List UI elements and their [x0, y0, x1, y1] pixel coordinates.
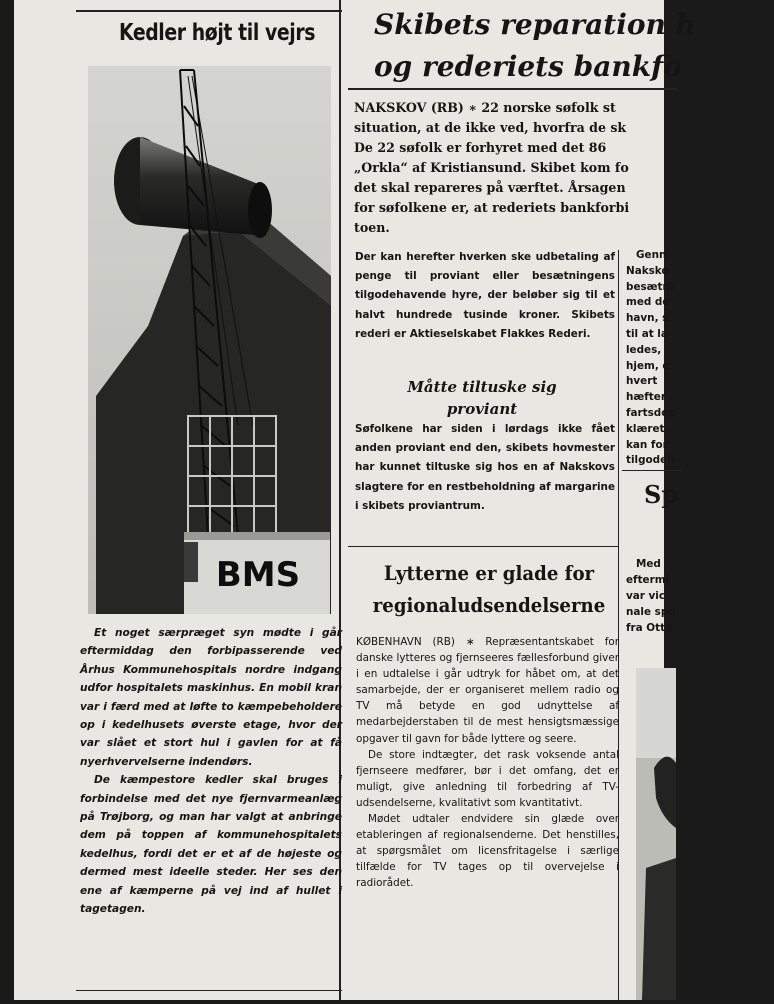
- photo-sign-text: BMS: [215, 555, 301, 595]
- crane-photo: [88, 66, 331, 614]
- side-photo-fragment: [636, 668, 676, 1000]
- left-headline: Kedler højt til vejrs: [118, 20, 316, 46]
- side-line: med de: [626, 296, 670, 309]
- side-line: eftermi: [626, 574, 670, 586]
- side-rule: [622, 470, 682, 471]
- lead-line: det skal repareres på værftet. Årsagen: [354, 180, 626, 195]
- side-line: fartsdep: [626, 406, 676, 419]
- bottom-rule-left: [76, 990, 342, 991]
- side-line: til at la: [626, 327, 668, 340]
- crane-photo-image: [88, 66, 331, 614]
- lower-paragraph-text: Repræsentantskabet for danske lytteres og fjernseeres fællesforbund giver i en udtalelse i går udtryk for håbet om, at det samarbejde, der er organiseret mellem radio og TV må betyde en god udnyttelse af medarbejderstaben til de mest hensigtsmæssige opgaver til gavn for både lyttere og seere.: [356, 636, 619, 745]
- right-headline-line: og rederiets bankfo: [374, 50, 682, 83]
- side-line: besætnl: [626, 280, 674, 293]
- lower-paragraph: De store indtægter, det rask voksende antal fjernseere medfører, bør i det omfang, det er muligt, give anledning til forbedring af TV-udsendelserne, kvalitativt som kvantitativt.: [356, 748, 619, 809]
- lead-line: „Orkla“ af Kristiansund. Skibet kom fo: [354, 160, 629, 175]
- side-line: ledes,: [626, 343, 662, 356]
- caption-paragraph: Et noget særpræget syn mødte i går eftermiddag den forbipasserende ved Århus Kommunehospitals nordre indgang udfor hospitalets maskinhus. En mobil kran var i færd med at løfte to kæmpebeholdere op i kedelhusets øverste etage, hvor der var slået et stort hul i gavlen for at få nyerhvervelserne indendørs.: [80, 627, 342, 768]
- caption-paragraph: De kæmpestore kedler skal bruges i forbindelse med det nye fjernvarmeanlæg på Trøjborg, og man har valgt at anbringe dem på toppen af kommunehospitalets kedelhus, fordi det er et af de højeste og dermed mest ideelle steder. Her ses den ene af kæmperne på vej ind af hullet i tagetagen.: [80, 774, 342, 916]
- lower-paragraph: [356, 634, 619, 747]
- lead-line: situation, at de ikke ved, hvorfra de sk: [354, 120, 627, 135]
- headline-rule-right: [348, 88, 678, 90]
- lower-headline: [365, 558, 612, 622]
- lead-line: De 22 søfolk er forhyret med det 86: [354, 140, 607, 155]
- side-line: tilgodeh: [626, 454, 675, 467]
- side-line: hjem, c: [626, 359, 669, 372]
- subheadline-line: proviant: [446, 400, 518, 418]
- side-line: klæret,: [626, 422, 669, 435]
- lower-article-body: [356, 634, 619, 892]
- lead-line: for søfolkene er, at rederiets bankforbi: [354, 200, 630, 215]
- side-line: var vic: [626, 590, 666, 602]
- right-headline: [374, 4, 774, 88]
- side-line: hvert: [626, 375, 658, 388]
- lead-paragraph: [354, 98, 694, 238]
- side-line: Med: [636, 558, 661, 570]
- side-headline: Sp: [644, 480, 679, 509]
- newspaper-page: [14, 0, 696, 1000]
- photo-caption: [80, 624, 342, 919]
- lead-line: toen.: [354, 220, 390, 235]
- side-line: kan for: [626, 438, 668, 451]
- side-photo-image: [636, 668, 676, 1000]
- lead-line: NAKSKOV (RB) ∗ 22 norske søfolk st: [354, 100, 616, 115]
- side-line: Genn: [636, 249, 667, 261]
- article-rule-lower: [348, 546, 618, 547]
- top-rule-left: [76, 10, 342, 12]
- body-paragraph-payment: Der kan herefter hverken ske udbetaling af penge til proviant eller besætningens tilgodehavende hyre, der beløber sig til et halvt hundrede tusinde kroner. Skibets rederi er Aktieselskabet Flakkes Rederi.: [355, 251, 615, 340]
- dateline: KØBENHAVN (RB) ∗: [356, 636, 475, 648]
- side-column-continued: [626, 248, 686, 469]
- lower-headline-line: Lytterne er glade for: [383, 562, 595, 585]
- body-paragraph-proviant: Søfolkene har siden i lørdags ikke fået anden proviant end den, skibets hovmester har kunnet tiltuske sig hos en af Nakskovs slagtere for en restbeholdning af margarine i skibets proviantrum.: [355, 423, 615, 512]
- side-line: nale spo: [626, 606, 676, 618]
- side-line: havn, s: [626, 312, 669, 325]
- side-line: Naksko: [626, 264, 669, 277]
- subheadline: [364, 376, 600, 420]
- side-article-text: [626, 556, 686, 636]
- subheadline-line: Måtte tiltuske sig: [407, 378, 557, 396]
- side-line: fra Otta: [626, 622, 673, 634]
- side-line: hæfter: [626, 391, 666, 404]
- right-headline-line: Skibets reparation h: [374, 8, 696, 41]
- lower-paragraph: Mødet udtaler endvidere sin glæde over etableringen af regionalsenderne. Det henstilles, at spørgsmålet om licensfritagelse i særlige tilfælde for TV tages op til overvejelse i radiorådet.: [356, 813, 619, 890]
- lower-headline-line: regionaludsendelserne: [372, 594, 606, 617]
